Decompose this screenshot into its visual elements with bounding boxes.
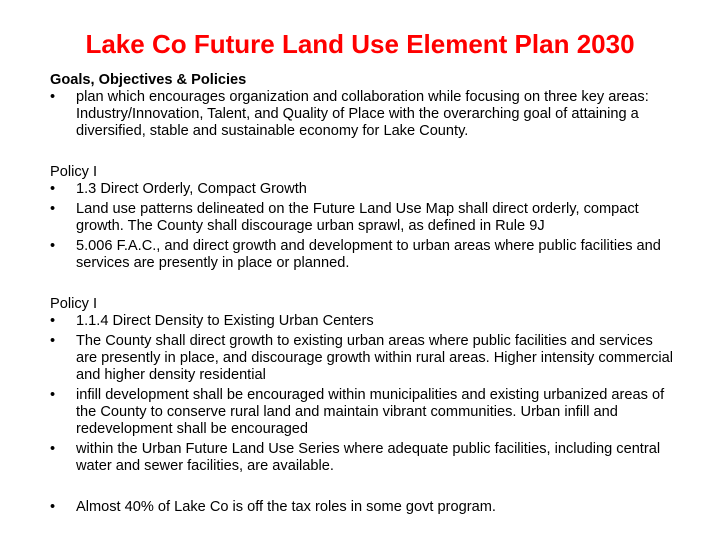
policy-2-bullet-list xyxy=(50,313,675,516)
bullet-icon: • xyxy=(50,89,56,105)
bullet-icon: • xyxy=(50,313,56,329)
bullet-icon: • xyxy=(50,441,56,457)
section-heading-policy-1: Policy I xyxy=(50,164,98,180)
list-item xyxy=(50,333,675,384)
list-item xyxy=(50,181,675,198)
bullet-text: 1.3 Direct Orderly, Compact Growth xyxy=(76,181,307,197)
bullet-text: Almost 40% of Lake Co is off the tax roles in some govt program. xyxy=(76,499,496,515)
section-heading-goals: Goals, Objectives & Policies xyxy=(50,72,247,88)
bullet-text: plan which encourages organization and collaboration while focusing on three key areas: Industry/Innovation, Talent, and Quality of Place with the overarching goal of attaining a diversified, stable and sustainable economy for Lake County. xyxy=(76,89,649,139)
list-item xyxy=(50,89,675,140)
bullet-text: infill development shall be encouraged within municipalities and existing urbanized areas of the County to conserve rural land and maintain vibrant communities. Urban infill and redevelopment shall be encouraged xyxy=(76,387,665,437)
slide-body xyxy=(50,72,675,519)
list-item xyxy=(50,387,675,438)
bullet-icon: • xyxy=(50,333,56,349)
bullet-icon: • xyxy=(50,499,56,515)
section-heading-policy-2: Policy I xyxy=(50,296,98,312)
bullet-icon: • xyxy=(50,387,56,403)
bullet-text: The County shall direct growth to existing urban areas where public facilities and services are presently in place, and discourage growth within rural areas. Higher intensity commercial and higher density residential xyxy=(76,333,674,383)
list-item xyxy=(50,499,675,516)
list-item xyxy=(50,313,675,330)
policy-1-bullet-list xyxy=(50,181,675,272)
slide-title: Lake Co Future Land Use Element Plan 2030 xyxy=(85,29,635,59)
bullet-text: 1.1.4 Direct Density to Existing Urban Centers xyxy=(76,313,374,329)
list-item xyxy=(50,238,675,272)
list-item xyxy=(50,441,675,475)
bullet-icon: • xyxy=(50,238,56,254)
bullet-text: within the Urban Future Land Use Series where adequate public facilities, including central water and sewer facilities, are available. xyxy=(76,441,661,474)
bullet-icon: • xyxy=(50,201,56,217)
bullet-text: Land use patterns delineated on the Future Land Use Map shall direct orderly, compact growth. The County shall discourage urban sprawl, as defined in Rule 9J xyxy=(76,201,639,234)
bullet-icon: • xyxy=(50,181,56,197)
bullet-text: 5.006 F.A.C., and direct growth and development to urban areas where public facilities and services are presently in place or planned. xyxy=(76,238,661,271)
list-item xyxy=(50,201,675,235)
goals-bullet-list xyxy=(50,89,675,140)
